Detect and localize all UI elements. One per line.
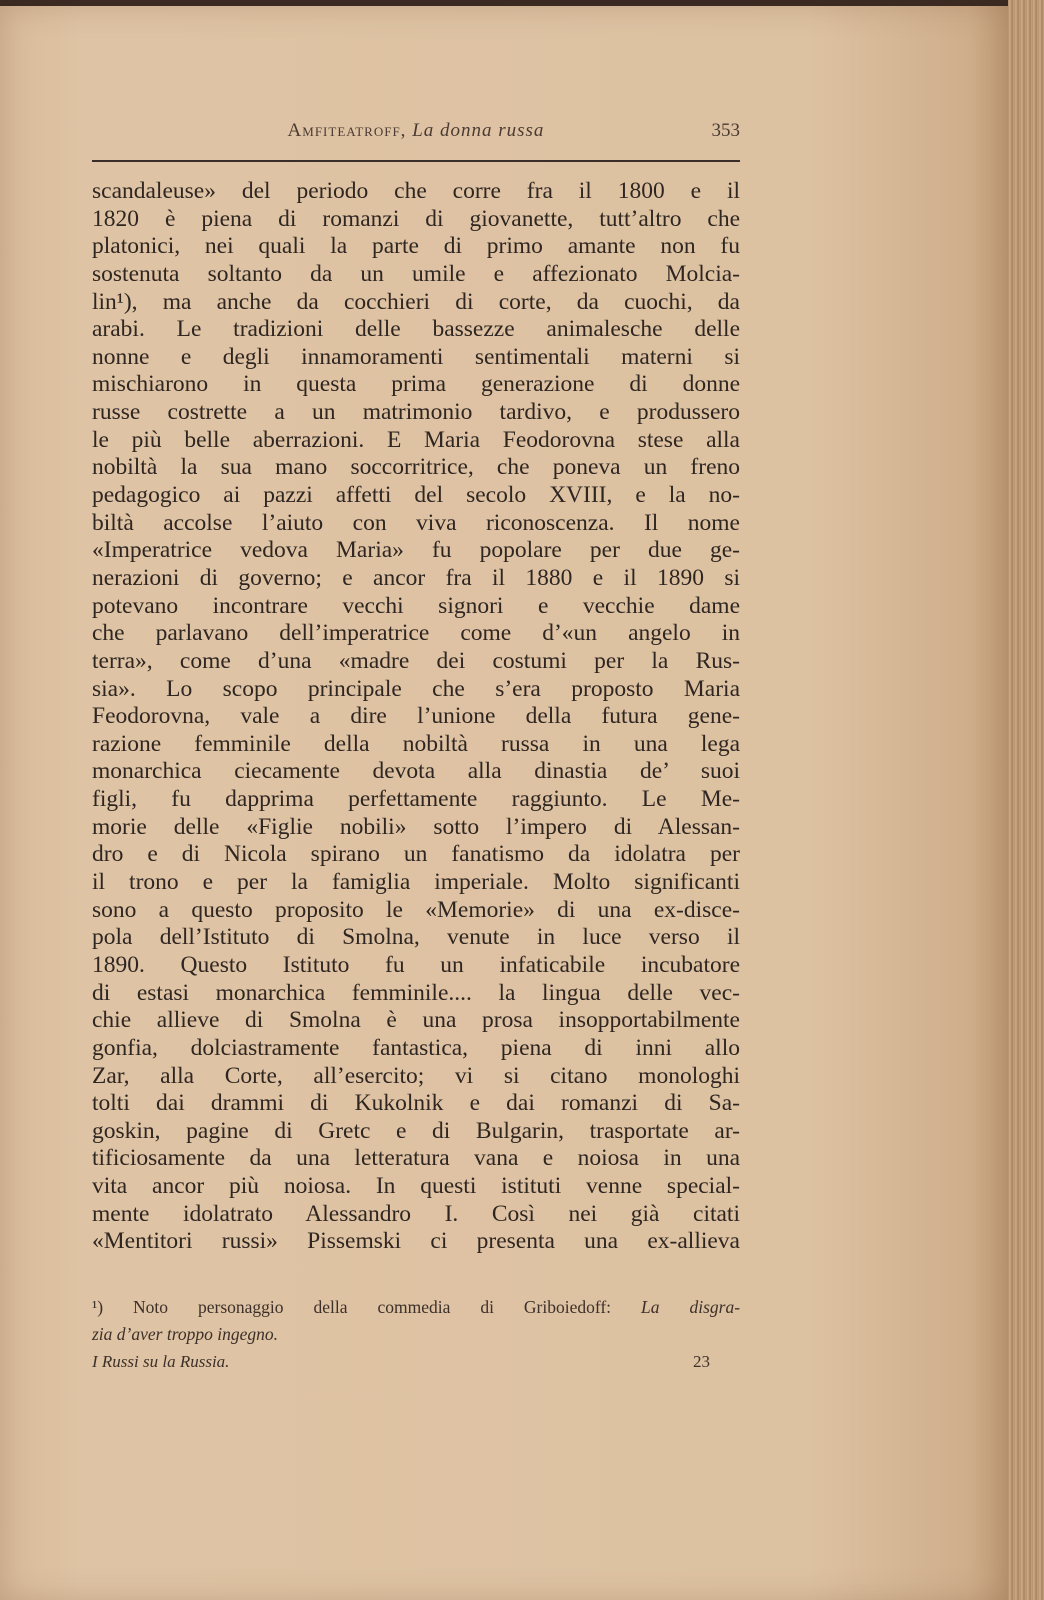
- text-line: razione femminile della nobiltà russa in una lega: [92, 730, 740, 757]
- text-line: sono a questo proposito le «Memorie» di una ex-disce-: [92, 896, 740, 923]
- text-line: arabi. Le tradizioni delle bassezze animalesche delle: [92, 316, 740, 343]
- text-line: sostenuta soltanto da un umile e affezionato Molcia-: [92, 260, 740, 287]
- text-line: il trono e per la famiglia imperiale. Molto significanti: [92, 869, 740, 896]
- text-line: Feodorovna, vale a dire l’unione della futura gene-: [92, 703, 740, 730]
- text-line: goskin, pagine di Gretc e di Bulgarin, trasportate ar-: [92, 1117, 740, 1144]
- text-line: Zar, alla Corte, all’esercito; vi si citano monologhi: [92, 1062, 740, 1089]
- text-line: terra», come d’una «madre dei costumi per la Rus-: [92, 647, 740, 674]
- text-line: «Mentitori russi» Pissemski ci presenta una ex-allieva: [92, 1228, 740, 1255]
- text-line: figli, fu dapprima perfettamente raggiunto. Le Me-: [92, 786, 740, 813]
- signature-number: 23: [693, 1352, 710, 1371]
- text-line: mente idolatrato Alessandro I. Così nei già citati: [92, 1200, 740, 1227]
- footnote-italic-1: La disgra-: [641, 1297, 741, 1317]
- text-line: platonici, nei quali la parte di primo amante non fu: [92, 233, 740, 260]
- text-line: «Imperatrice vedova Maria» fu popolare per due ge-: [92, 537, 740, 564]
- footnote-text: Noto personaggio della commedia di Griboiedoff:: [133, 1297, 612, 1317]
- footnote-line-1: [92, 1294, 740, 1321]
- running-title: [92, 120, 740, 142]
- text-line: morie delle «Figlie nobili» sotto l’impero di Alessan-: [92, 813, 740, 840]
- text-line: russe costrette a un matrimonio tardivo, e produssero: [92, 399, 740, 426]
- running-head: [92, 120, 740, 150]
- page-edge: [1008, 0, 1044, 1600]
- header-rule: [92, 160, 740, 162]
- text-line: vita ancor più noiosa. In questi istituti venne special-: [92, 1173, 740, 1200]
- text-line: sia». Lo scopo principale che s’era proposto Maria: [92, 675, 740, 702]
- signature-line: [92, 1352, 740, 1378]
- text-line: chie allieve di Smolna è una prosa insopportabilmente: [92, 1007, 740, 1034]
- text-line: mischiarono in questa prima generazione di donne: [92, 371, 740, 398]
- footnote: [92, 1294, 740, 1348]
- page-number: 353: [711, 120, 740, 141]
- text-line: dro e di Nicola spirano un fanatismo da idolatra per: [92, 841, 740, 868]
- running-author: Amfiteatroff,: [287, 120, 407, 141]
- text-line: di estasi monarchica femminile.... la lingua delle vec-: [92, 979, 740, 1006]
- text-line: scandaleuse» del periodo che corre fra il 1800 e il: [92, 178, 740, 204]
- text-line: che parlavano dell’imperatrice come d’«un angelo in: [92, 620, 740, 647]
- text-line: pola dell’Istituto di Smolna, venute in luce verso il: [92, 924, 740, 951]
- footnote-marker: ¹): [92, 1297, 104, 1317]
- text-line: nonne e degli innamoramenti sentimentali materni si: [92, 343, 740, 370]
- footnote-italic-2: zia d’aver troppo ingegno.: [92, 1324, 278, 1344]
- text-line: tificiosamente da una letteratura vana e noiosa in una: [92, 1145, 740, 1172]
- footnote-line-2: [92, 1321, 740, 1348]
- running-book-title: La donna russa: [412, 120, 545, 141]
- text-line: biltà accolse l’aiuto con viva riconoscenza. Il nome: [92, 509, 740, 536]
- signature-title: I Russi su la Russia.: [92, 1352, 230, 1371]
- text-line: lin¹), ma anche da cocchieri di corte, da cuochi, da: [92, 288, 740, 315]
- text-line: gonfia, dolciastramente fantastica, piena di inni allo: [92, 1034, 740, 1061]
- body-text: [92, 178, 740, 1256]
- text-line: tolti dai drammi di Kukolnik e dai romanzi di Sa-: [92, 1090, 740, 1117]
- text-line: potevano incontrare vecchi signori e vecchie dame: [92, 592, 740, 619]
- text-line: monarchica ciecamente devota alla dinastia de’ suoi: [92, 758, 740, 785]
- text-line: le più belle aberrazioni. E Maria Feodorovna stese alla: [92, 426, 740, 453]
- text-line: pedagogico ai pazzi affetti del secolo XVIII, e la no-: [92, 482, 740, 509]
- text-line: nerazioni di governo; e ancor fra il 1880 e il 1890 si: [92, 564, 740, 591]
- text-line: 1890. Questo Istituto fu un infaticabile incubatore: [92, 951, 740, 978]
- text-line: 1820 è piena di romanzi di giovanette, tutt’altro che: [92, 205, 740, 232]
- text-line: nobiltà la sua mano soccorritrice, che poneva un freno: [92, 454, 740, 481]
- book-page: [0, 6, 1008, 1600]
